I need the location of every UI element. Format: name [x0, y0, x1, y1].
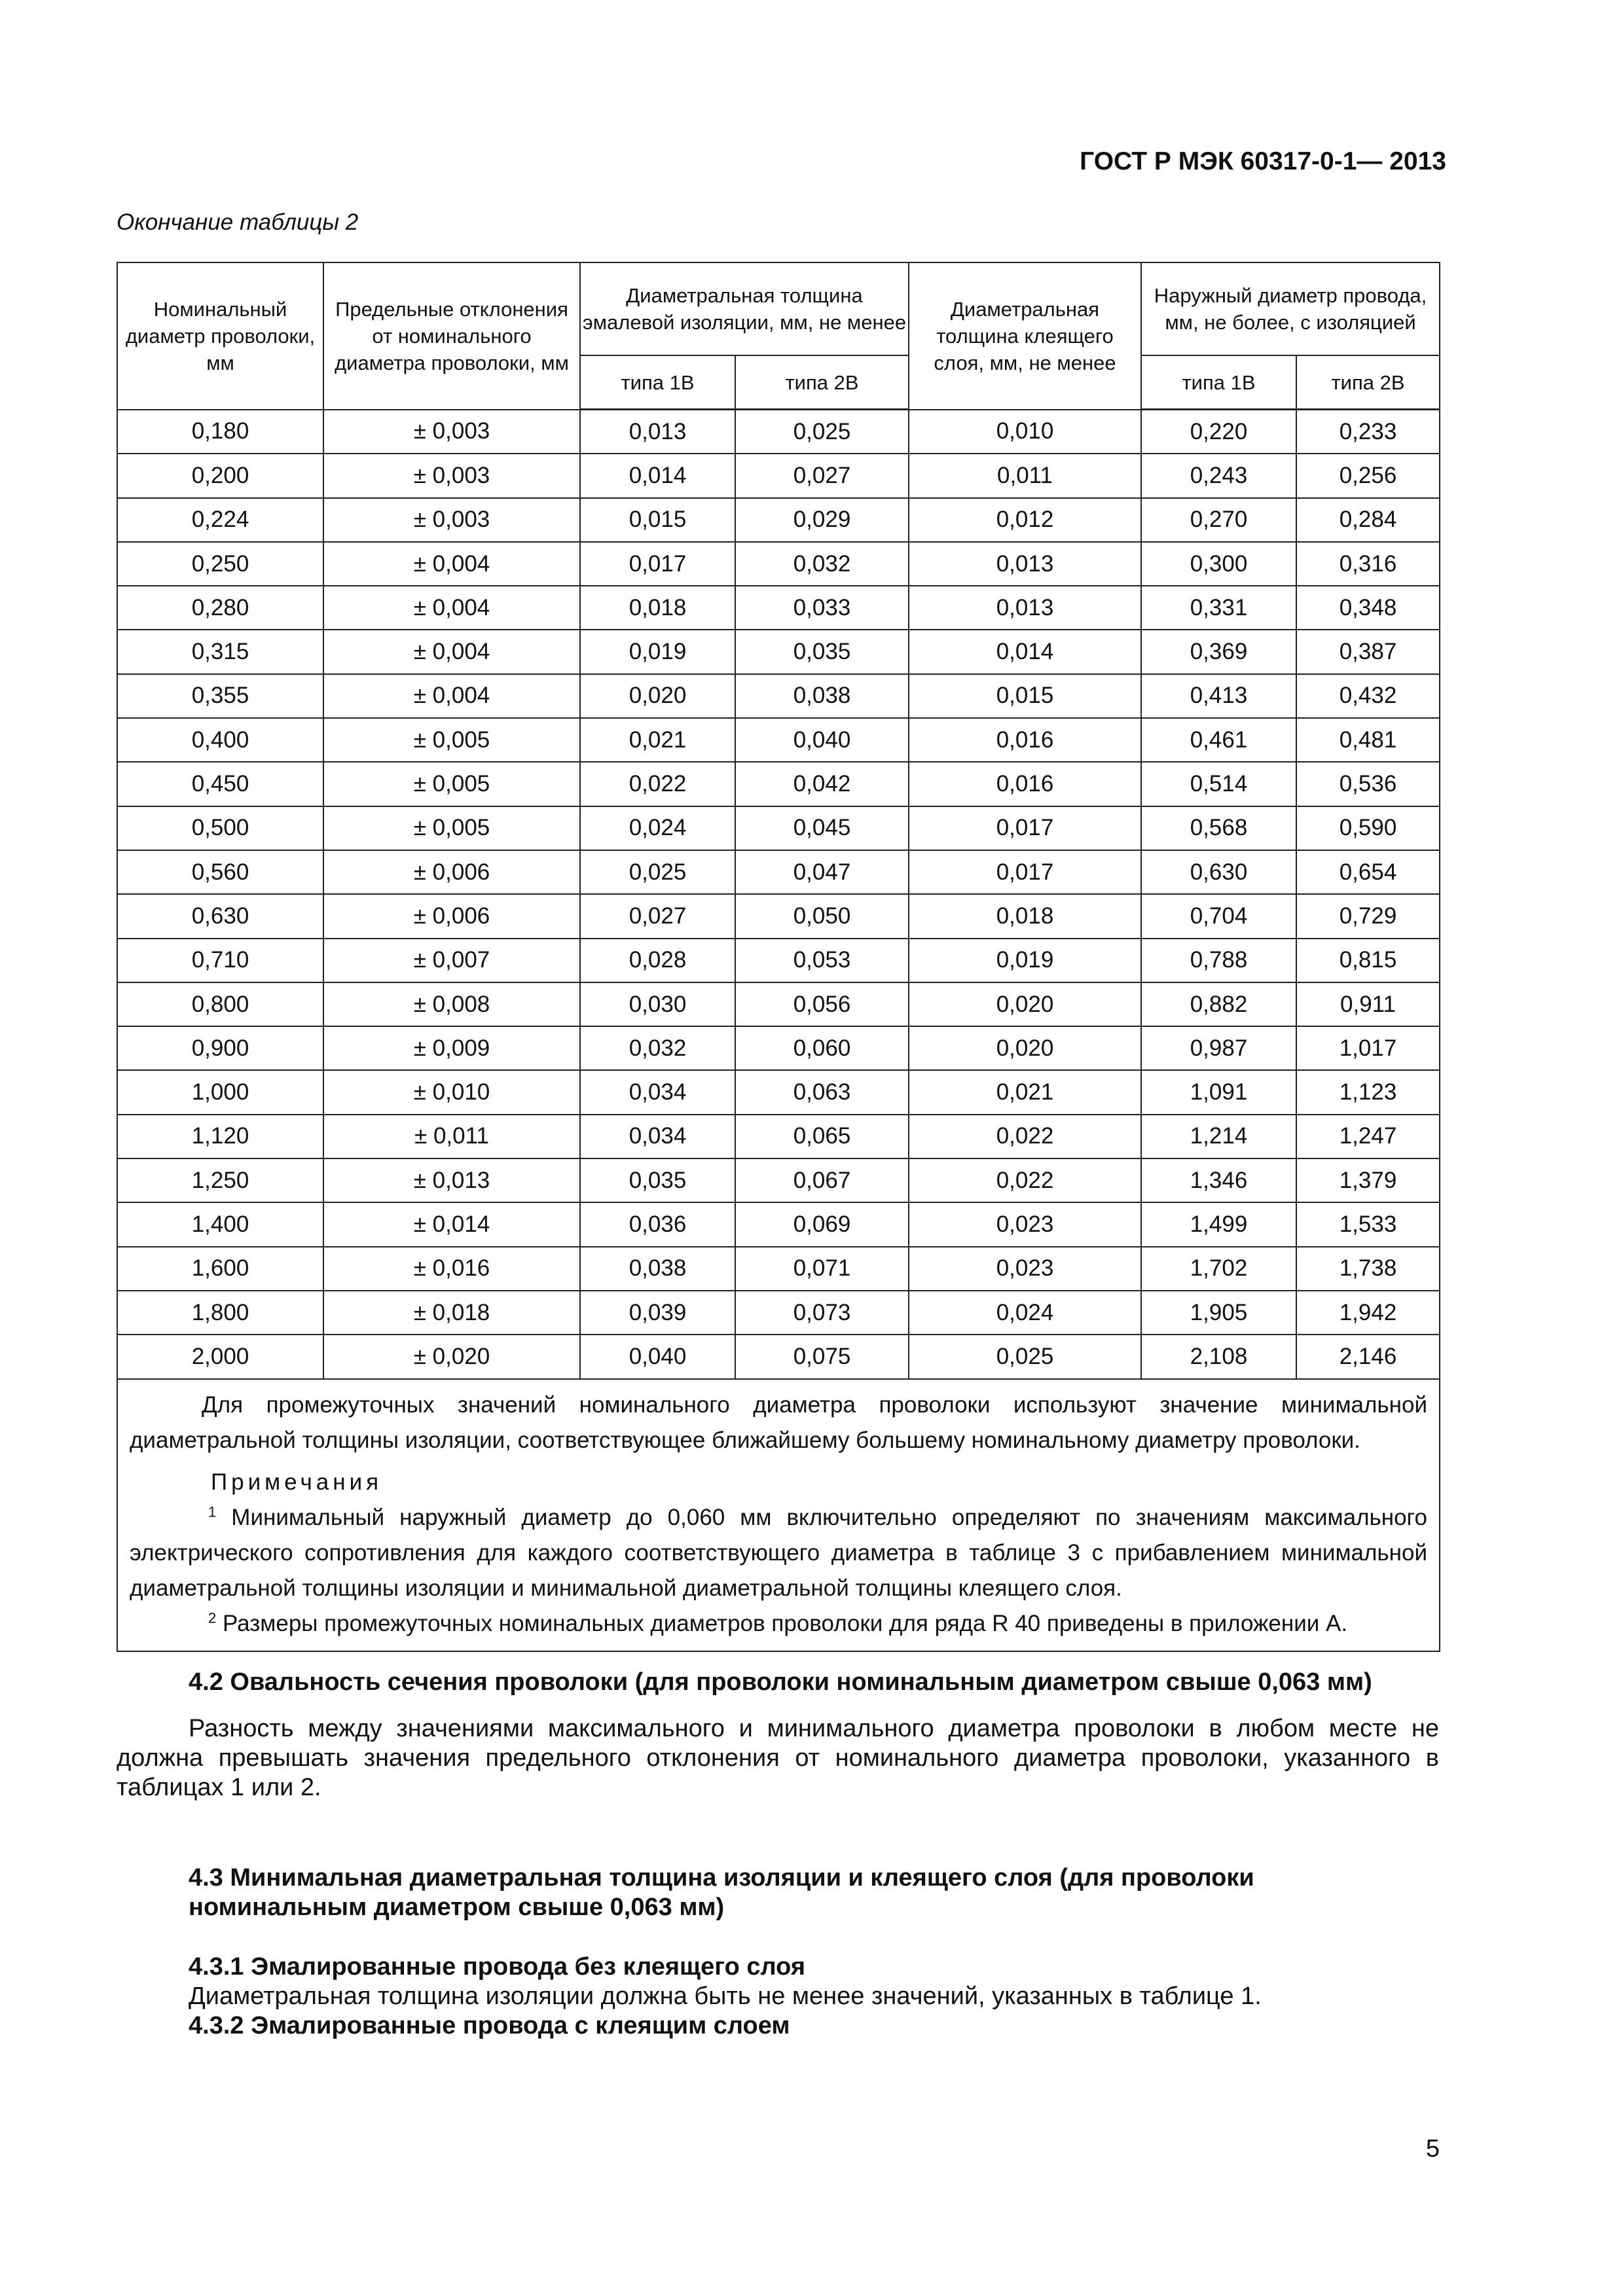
- table-body: [117, 410, 1440, 1379]
- table-row: [117, 762, 1440, 806]
- section-4-3-2-title: 4.3.2 Эмалированные провода с клеящим слоем: [189, 2012, 790, 2039]
- cell-enamel-1b: 0,025: [580, 850, 735, 894]
- cell-nominal: 0,800: [117, 982, 323, 1026]
- section-4-3-1: [117, 1952, 1439, 2041]
- cell-outer-1b: 0,331: [1141, 586, 1296, 630]
- page-number: 5: [1425, 2135, 1440, 2162]
- cell-bonding: 0,011: [909, 454, 1141, 497]
- cell-bonding: 0,018: [909, 894, 1141, 938]
- note-2-text: Размеры промежуточных номинальных диаметров проволоки для ряда R 40 приведены в приложении А.: [222, 1610, 1348, 1636]
- cell-enamel-1b: 0,022: [580, 762, 735, 806]
- cell-enamel-1b: 0,039: [580, 1291, 735, 1335]
- cell-deviation: ± 0,005: [323, 762, 580, 806]
- table-row: [117, 718, 1440, 762]
- cell-outer-2b: 1,017: [1296, 1026, 1440, 1070]
- section-4-2: [117, 1668, 1439, 1803]
- cell-enamel-1b: 0,038: [580, 1247, 735, 1291]
- table-row: [117, 674, 1440, 718]
- cell-bonding: 0,022: [909, 1158, 1141, 1202]
- section-4-3: [117, 1863, 1439, 1922]
- cell-outer-2b: 1,533: [1296, 1202, 1440, 1246]
- cell-deviation: ± 0,005: [323, 718, 580, 762]
- cell-outer-2b: 0,233: [1296, 410, 1440, 454]
- cell-outer-1b: 0,568: [1141, 806, 1296, 850]
- cell-bonding: 0,020: [909, 1026, 1141, 1070]
- cell-nominal: 1,250: [117, 1158, 323, 1202]
- cell-bonding: 0,013: [909, 586, 1141, 630]
- cell-enamel-2b: 0,067: [735, 1158, 909, 1202]
- cell-nominal: 0,315: [117, 630, 323, 673]
- cell-bonding: 0,017: [909, 850, 1141, 894]
- cell-nominal: 0,450: [117, 762, 323, 806]
- cell-nominal: 0,224: [117, 498, 323, 542]
- cell-nominal: 2,000: [117, 1335, 323, 1378]
- cell-outer-2b: 0,815: [1296, 939, 1440, 982]
- cell-outer-1b: 1,214: [1141, 1115, 1296, 1158]
- cell-outer-2b: 0,729: [1296, 894, 1440, 938]
- cell-nominal: 1,120: [117, 1115, 323, 1158]
- cell-outer-1b: 0,788: [1141, 939, 1296, 982]
- cell-outer-1b: 1,905: [1141, 1291, 1296, 1335]
- cell-bonding: 0,014: [909, 630, 1141, 673]
- cell-outer-1b: 0,243: [1141, 454, 1296, 497]
- cell-enamel-1b: 0,018: [580, 586, 735, 630]
- cell-outer-2b: 0,284: [1296, 498, 1440, 542]
- cell-bonding: 0,022: [909, 1115, 1141, 1158]
- cell-deviation: ± 0,007: [323, 939, 580, 982]
- cell-bonding: 0,020: [909, 982, 1141, 1026]
- cell-bonding: 0,015: [909, 674, 1141, 718]
- document-header: ГОСТ Р МЭК 60317-0-1— 2013: [1080, 147, 1446, 175]
- cell-deviation: ± 0,016: [323, 1247, 580, 1291]
- cell-outer-1b: 1,091: [1141, 1070, 1296, 1114]
- cell-outer-1b: 0,220: [1141, 410, 1296, 454]
- section-4-2-title: 4.2 Овальность сечения проволоки (для проволоки номинальным диаметром свыше 0,063 мм): [189, 1668, 1372, 1696]
- cell-deviation: ± 0,010: [323, 1070, 580, 1114]
- table-row: [117, 1115, 1440, 1158]
- cell-outer-1b: 1,346: [1141, 1158, 1296, 1202]
- table-row: [117, 586, 1440, 630]
- notes-title: Примечания: [211, 1469, 383, 1495]
- cell-bonding: 0,012: [909, 498, 1141, 542]
- cell-outer-1b: 0,630: [1141, 850, 1296, 894]
- section-4-2-text: Разность между значениями максимального и минимального диаметра проволоки в любом месте не должна превышать значения предельного отклонения от номинального диаметра проволоки, указанного в таблицах 1 или 2.: [117, 1715, 1439, 1801]
- cell-deviation: ± 0,005: [323, 806, 580, 850]
- cell-enamel-2b: 0,060: [735, 1026, 909, 1070]
- cell-outer-1b: 0,270: [1141, 498, 1296, 542]
- cell-outer-2b: 0,590: [1296, 806, 1440, 850]
- cell-outer-1b: 0,704: [1141, 894, 1296, 938]
- table-row: [117, 939, 1440, 982]
- table-row: [117, 1070, 1440, 1114]
- table-caption: Окончание таблицы 2: [117, 209, 359, 235]
- cell-nominal: 0,560: [117, 850, 323, 894]
- cell-bonding: 0,017: [909, 806, 1141, 850]
- header-outer-type2: типа 2В: [1296, 355, 1440, 410]
- cell-deviation: ± 0,011: [323, 1115, 580, 1158]
- table-row: [117, 542, 1440, 586]
- cell-enamel-2b: 0,073: [735, 1291, 909, 1335]
- header-outer-diameter: Наружный диаметр провода, мм, не более, с изоляцией: [1141, 262, 1440, 355]
- cell-bonding: 0,023: [909, 1247, 1141, 1291]
- cell-outer-2b: 1,942: [1296, 1291, 1440, 1335]
- cell-bonding: 0,013: [909, 542, 1141, 586]
- header-enamel-type1: типа 1В: [580, 355, 735, 410]
- note-1-text: Минимальный наружный диаметр до 0,060 мм включительно определяют по значениям максимального электрического сопротивления для каждого соответствующего диаметра в таблице 3 с прибавлением минимальной диаметральной толщины изоляции и минимальной диаметральной толщины клеящего слоя.: [130, 1504, 1428, 1601]
- cell-outer-2b: 0,536: [1296, 762, 1440, 806]
- cell-enamel-1b: 0,040: [580, 1335, 735, 1378]
- cell-enamel-2b: 0,050: [735, 894, 909, 938]
- cell-nominal: 0,180: [117, 410, 323, 454]
- cell-enamel-2b: 0,063: [735, 1070, 909, 1114]
- cell-nominal: 0,355: [117, 674, 323, 718]
- table-row: [117, 894, 1440, 938]
- cell-enamel-2b: 0,040: [735, 718, 909, 762]
- table-row: [117, 498, 1440, 542]
- table-row: [117, 1026, 1440, 1070]
- table-container: [117, 262, 1439, 1652]
- section-4-3-title: 4.3 Минимальная диаметральная толщина изоляции и клеящего слоя (для проволоки номинальным диаметром свыше 0,063 мм): [189, 1864, 1254, 1921]
- cell-enamel-2b: 0,047: [735, 850, 909, 894]
- cell-enamel-2b: 0,038: [735, 674, 909, 718]
- cell-enamel-2b: 0,053: [735, 939, 909, 982]
- cell-outer-2b: 1,247: [1296, 1115, 1440, 1158]
- cell-enamel-2b: 0,075: [735, 1335, 909, 1378]
- cell-bonding: 0,016: [909, 718, 1141, 762]
- cell-deviation: ± 0,006: [323, 850, 580, 894]
- table-row: [117, 410, 1440, 454]
- note-2: [130, 1606, 1427, 1641]
- cell-nominal: 0,710: [117, 939, 323, 982]
- cell-outer-1b: 0,300: [1141, 542, 1296, 586]
- table-row: [117, 806, 1440, 850]
- cell-outer-2b: 1,123: [1296, 1070, 1440, 1114]
- cell-deviation: ± 0,006: [323, 894, 580, 938]
- cell-enamel-1b: 0,036: [580, 1202, 735, 1246]
- cell-enamel-1b: 0,028: [580, 939, 735, 982]
- cell-deviation: ± 0,020: [323, 1335, 580, 1378]
- cell-nominal: 1,600: [117, 1247, 323, 1291]
- cell-enamel-2b: 0,071: [735, 1247, 909, 1291]
- cell-nominal: 0,250: [117, 542, 323, 586]
- cell-deviation: ± 0,014: [323, 1202, 580, 1246]
- table-row: [117, 1247, 1440, 1291]
- cell-outer-1b: 1,499: [1141, 1202, 1296, 1246]
- cell-nominal: 0,280: [117, 586, 323, 630]
- cell-nominal: 0,400: [117, 718, 323, 762]
- cell-outer-1b: 0,514: [1141, 762, 1296, 806]
- table-notes: [117, 1379, 1440, 1651]
- cell-bonding: 0,021: [909, 1070, 1141, 1114]
- cell-enamel-1b: 0,017: [580, 542, 735, 586]
- cell-deviation: ± 0,004: [323, 542, 580, 586]
- cell-enamel-2b: 0,032: [735, 542, 909, 586]
- cell-outer-2b: 0,432: [1296, 674, 1440, 718]
- cell-enamel-1b: 0,020: [580, 674, 735, 718]
- cell-deviation: ± 0,018: [323, 1291, 580, 1335]
- header-nominal-diameter: Номинальный диаметр проволоки, мм: [117, 262, 323, 410]
- cell-nominal: 1,400: [117, 1202, 323, 1246]
- cell-nominal: 0,630: [117, 894, 323, 938]
- note-1: [130, 1500, 1427, 1606]
- cell-outer-1b: 0,987: [1141, 1026, 1296, 1070]
- cell-enamel-2b: 0,027: [735, 454, 909, 497]
- cell-enamel-2b: 0,035: [735, 630, 909, 673]
- cell-enamel-1b: 0,019: [580, 630, 735, 673]
- cell-deviation: ± 0,004: [323, 630, 580, 673]
- cell-nominal: 1,000: [117, 1070, 323, 1114]
- cell-enamel-1b: 0,035: [580, 1158, 735, 1202]
- table-row: [117, 1202, 1440, 1246]
- cell-outer-2b: 0,316: [1296, 542, 1440, 586]
- cell-enamel-2b: 0,025: [735, 410, 909, 454]
- table-row: [117, 630, 1440, 673]
- table-row: [117, 1158, 1440, 1202]
- table-row: [117, 454, 1440, 497]
- cell-outer-1b: 0,461: [1141, 718, 1296, 762]
- cell-bonding: 0,010: [909, 410, 1141, 454]
- cell-enamel-2b: 0,056: [735, 982, 909, 1026]
- cell-outer-1b: 0,882: [1141, 982, 1296, 1026]
- section-4-3-1-title: 4.3.1 Эмалированные провода без клеящего слоя: [189, 1953, 806, 1981]
- cell-bonding: 0,016: [909, 762, 1141, 806]
- cell-outer-2b: 0,911: [1296, 982, 1440, 1026]
- cell-outer-1b: 1,702: [1141, 1247, 1296, 1291]
- cell-nominal: 0,900: [117, 1026, 323, 1070]
- cell-deviation: ± 0,008: [323, 982, 580, 1026]
- table-row: [117, 850, 1440, 894]
- cell-enamel-1b: 0,032: [580, 1026, 735, 1070]
- cell-enamel-1b: 0,027: [580, 894, 735, 938]
- cell-outer-2b: 2,146: [1296, 1335, 1440, 1378]
- cell-enamel-1b: 0,034: [580, 1115, 735, 1158]
- cell-bonding: 0,025: [909, 1335, 1141, 1378]
- cell-enamel-1b: 0,013: [580, 410, 735, 454]
- cell-outer-1b: 2,108: [1141, 1335, 1296, 1378]
- cell-enamel-2b: 0,042: [735, 762, 909, 806]
- header-bonding-thickness: Диаметральная толщина клеящего слоя, мм, не менее: [909, 262, 1141, 410]
- cell-enamel-2b: 0,029: [735, 498, 909, 542]
- cell-enamel-1b: 0,034: [580, 1070, 735, 1114]
- section-4-3-1-text: Диаметральная толщина изоляции должна быть не менее значений, указанных в таблице 1.: [189, 1982, 1262, 2010]
- cell-enamel-2b: 0,065: [735, 1115, 909, 1158]
- cell-outer-2b: 0,654: [1296, 850, 1440, 894]
- cell-bonding: 0,019: [909, 939, 1141, 982]
- cell-enamel-1b: 0,021: [580, 718, 735, 762]
- header-deviation: Предельные отклонения от номинального диаметра проволоки, мм: [323, 262, 580, 410]
- cell-enamel-1b: 0,030: [580, 982, 735, 1026]
- cell-deviation: ± 0,003: [323, 410, 580, 454]
- cell-enamel-2b: 0,069: [735, 1202, 909, 1246]
- cell-outer-1b: 0,413: [1141, 674, 1296, 718]
- cell-outer-2b: 0,481: [1296, 718, 1440, 762]
- cell-outer-2b: 0,387: [1296, 630, 1440, 673]
- cell-outer-2b: 0,348: [1296, 586, 1440, 630]
- table-row: [117, 982, 1440, 1026]
- header-enamel-thickness: Диаметральная толщина эмалевой изоляции, мм, не менее: [580, 262, 909, 355]
- cell-bonding: 0,024: [909, 1291, 1141, 1335]
- intermediate-note: Для промежуточных значений номинального диаметра проволоки используют значение минимальной диаметральной толщины изоляции, соответствующее ближайшему большему номинальному диаметру проволоки.: [130, 1391, 1428, 1453]
- table-row: [117, 1335, 1440, 1378]
- dimensions-table: [117, 262, 1440, 1652]
- cell-deviation: ± 0,009: [323, 1026, 580, 1070]
- note-2-number: 2: [208, 1609, 217, 1626]
- cell-enamel-2b: 0,033: [735, 586, 909, 630]
- header-enamel-type2: типа 2В: [735, 355, 909, 410]
- cell-enamel-1b: 0,024: [580, 806, 735, 850]
- cell-nominal: 0,500: [117, 806, 323, 850]
- cell-bonding: 0,023: [909, 1202, 1141, 1246]
- cell-deviation: ± 0,003: [323, 454, 580, 497]
- cell-outer-1b: 0,369: [1141, 630, 1296, 673]
- cell-deviation: ± 0,004: [323, 674, 580, 718]
- cell-deviation: ± 0,013: [323, 1158, 580, 1202]
- cell-enamel-1b: 0,015: [580, 498, 735, 542]
- cell-outer-2b: 1,379: [1296, 1158, 1440, 1202]
- cell-nominal: 1,800: [117, 1291, 323, 1335]
- cell-deviation: ± 0,004: [323, 586, 580, 630]
- cell-enamel-2b: 0,045: [735, 806, 909, 850]
- cell-enamel-1b: 0,014: [580, 454, 735, 497]
- header-outer-type1: типа 1В: [1141, 355, 1296, 410]
- cell-outer-2b: 1,738: [1296, 1247, 1440, 1291]
- table-row: [117, 1291, 1440, 1335]
- note-1-number: 1: [208, 1503, 217, 1520]
- cell-nominal: 0,200: [117, 454, 323, 497]
- cell-deviation: ± 0,003: [323, 498, 580, 542]
- cell-outer-2b: 0,256: [1296, 454, 1440, 497]
